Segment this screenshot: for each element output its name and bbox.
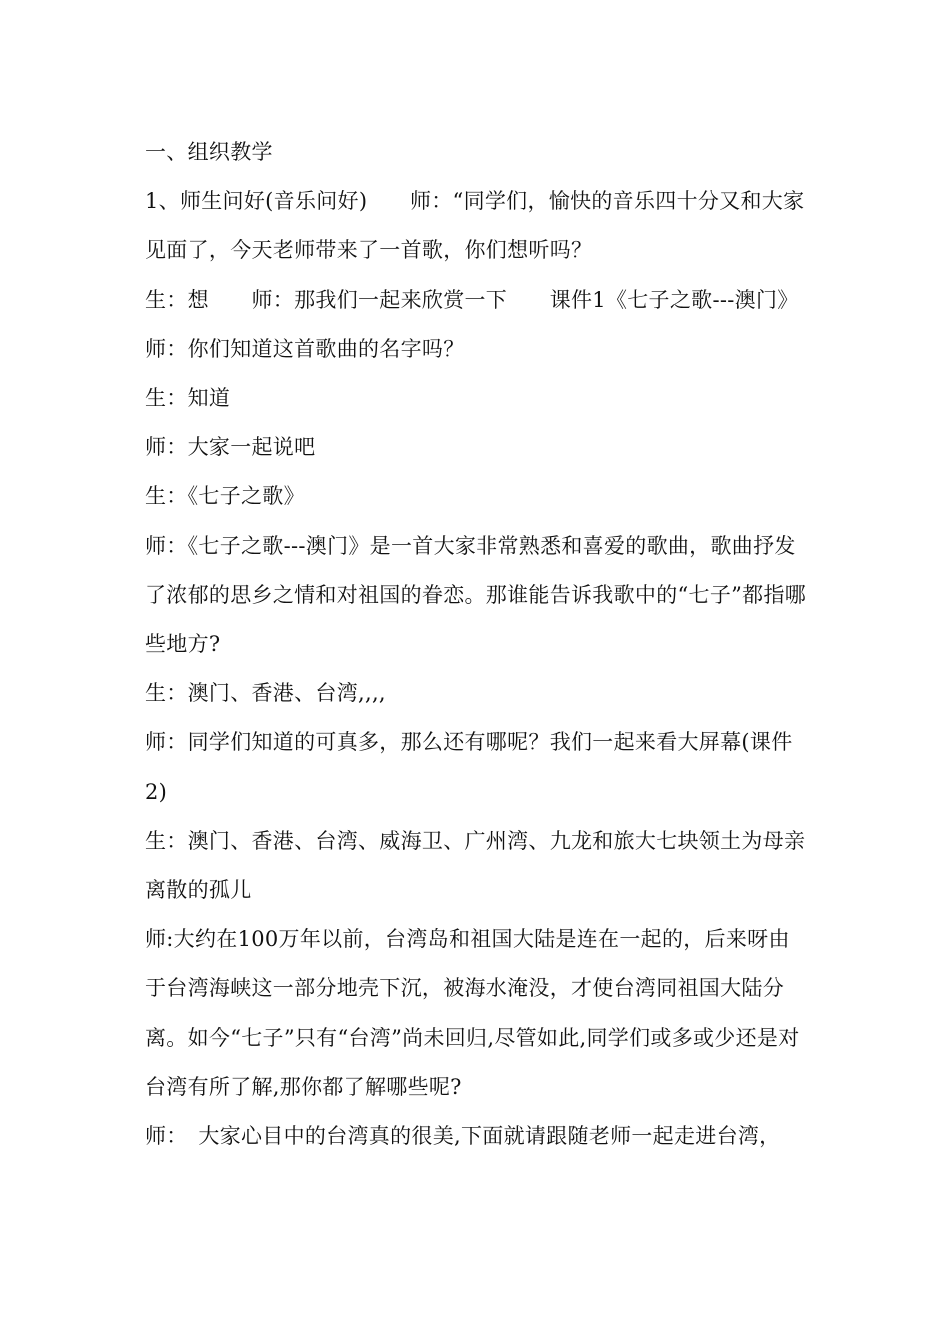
paragraph: 师:大约在100万年以前，台湾岛和祖国大陆是连在一起的，后来呀由于台湾海峡这一部分地壳下沉，被海水淹没，才使台湾同祖国大陆分离。如今“七子”只有“台湾”尚未回归,尽管如此,同学们或多或少还是对台湾有所了解,那你都了解哪些呢? xyxy=(145,927,800,1099)
paragraph: 生：澳门、香港、台湾,,,, xyxy=(145,681,386,706)
paragraph: 生：《七子之歌》 xyxy=(145,484,305,509)
paragraph: 师：你们知道这首歌曲的名字吗？ xyxy=(145,336,465,361)
paragraph: 师：《七子之歌---澳门》是一首大家非常熟悉和喜爱的歌曲，歌曲抒发了浓郁的思乡之情和对祖国的眷恋。那谁能告诉我歌中的“七子”都指哪些地方? xyxy=(145,533,807,657)
section-heading: 一、组织教学 xyxy=(145,140,273,164)
paragraph: 生：知道 xyxy=(145,386,231,411)
paragraph: 1、师生问好(音乐问好) 师：“同学们，愉快的音乐四十分又和大家见面了，今天老师带来了一首歌，你们想听吗？ xyxy=(145,189,805,263)
paragraph: 师：大家一起说吧 xyxy=(145,435,316,460)
paragraph: 师： 大家心目中的台湾真的很美,下面就请跟随老师一起走进台湾， xyxy=(145,1124,781,1149)
paragraph: 生：澳门、香港、台湾、威海卫、广州湾、九龙和旅大七块领土为母亲离散的孤儿 xyxy=(145,828,806,903)
paragraph: 生：想 师：那我们一起来欣赏一下 课件1《七子之歌---澳门》 xyxy=(145,287,799,312)
document-body xyxy=(145,128,810,1161)
paragraph: 师：同学们知道的可真多，那么还有哪呢？我们一起来看大屏幕(课件2) xyxy=(145,730,793,804)
